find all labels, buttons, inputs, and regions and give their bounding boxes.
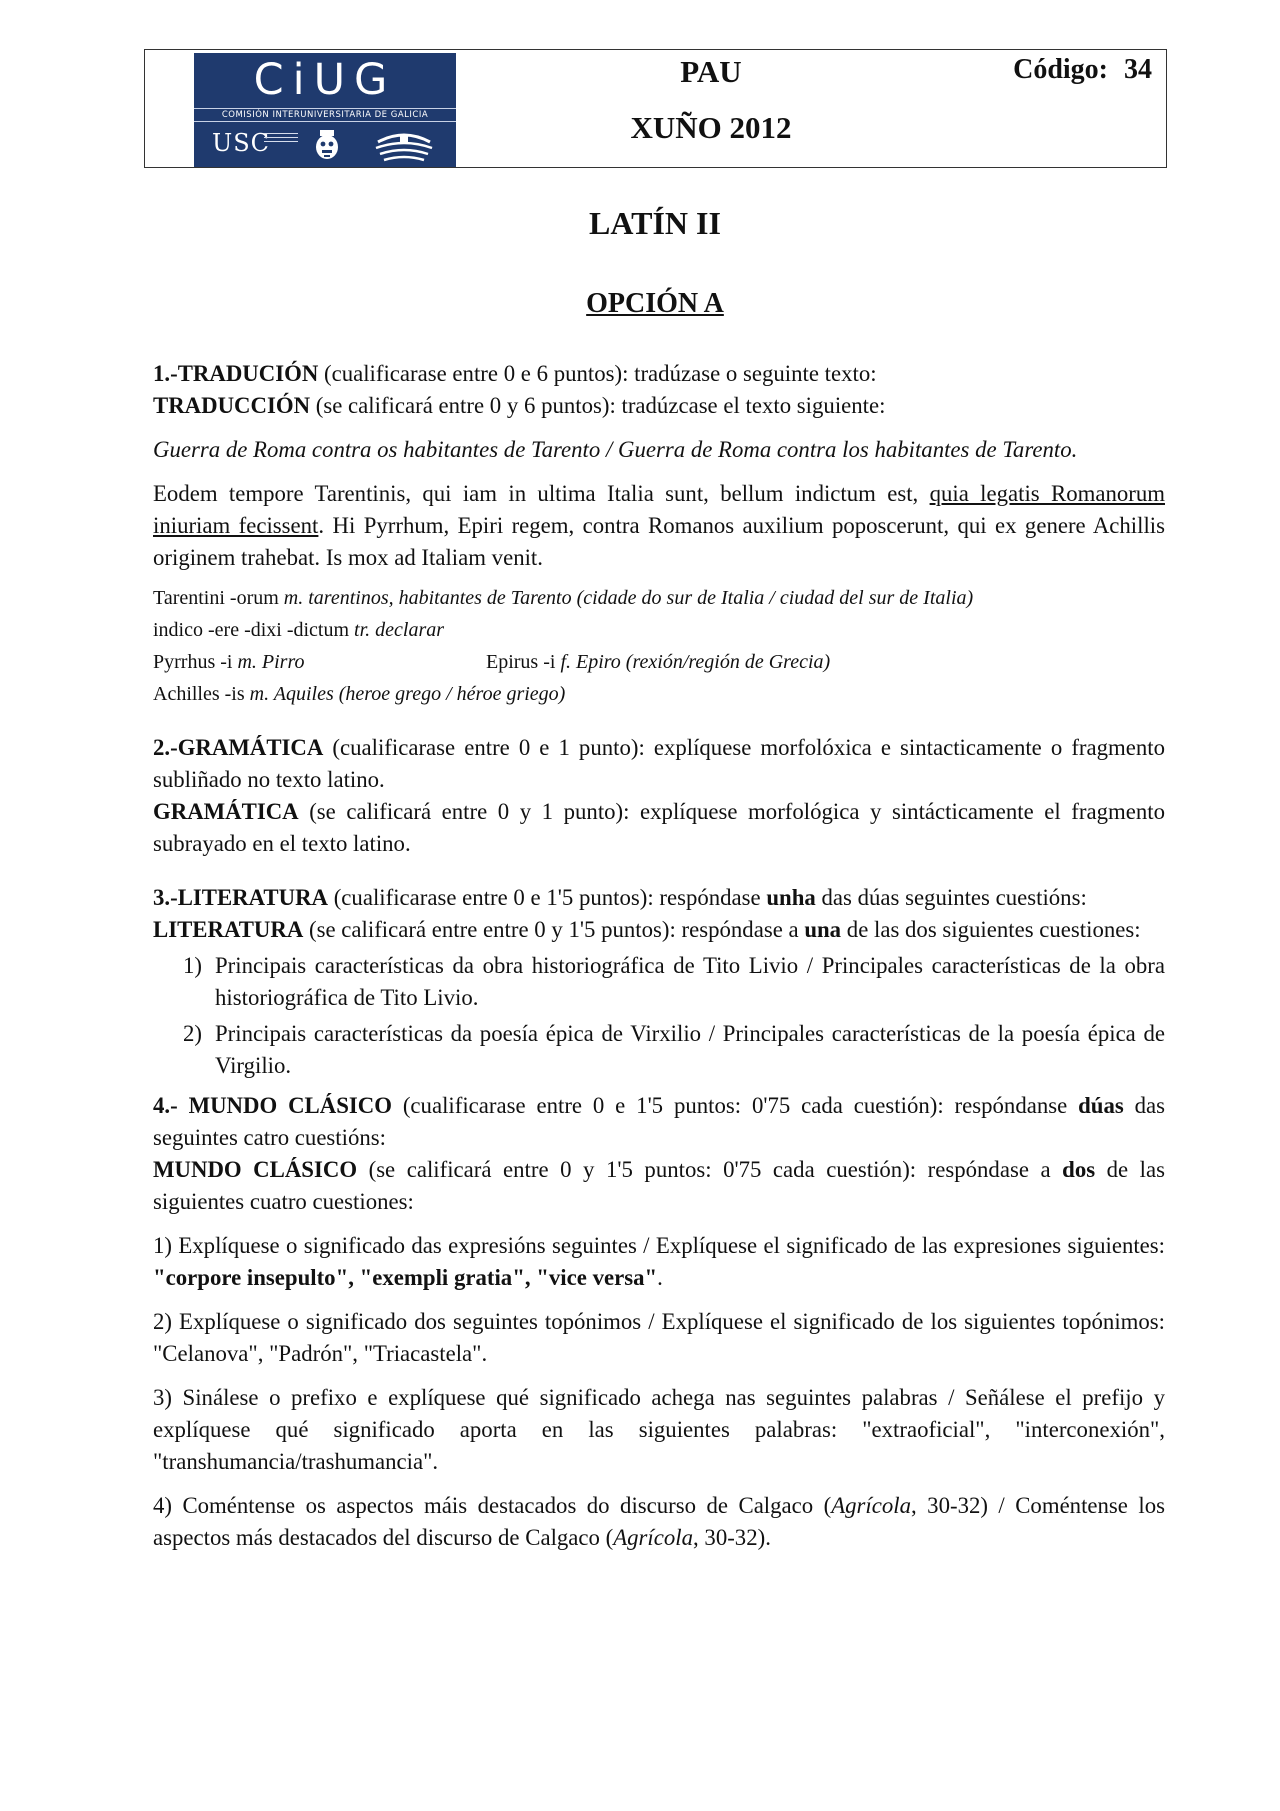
q3-gl-label: 3.-LITERATURA: [153, 885, 329, 910]
vocab-achilles: [153, 678, 1165, 710]
vocab-pyrrhus-epirus: [153, 646, 1165, 678]
logo-title: CiUG: [253, 55, 397, 105]
q1-gl-text: (cualificarase entre 0 e 6 puntos): tradúzase o seguinte texto:: [318, 361, 877, 386]
q1-es-label: TRADUCCIÓN: [153, 393, 311, 418]
vocab-indico: [153, 614, 1165, 646]
vocab-def: m. tarentinos, habitantes de Tarento (cidade do sur de Italia / ciudad del sur de Italia): [283, 587, 974, 609]
q4-es-text: (se calificará entre 0 y 1'5 puntos: 0'75 cada cuestión): respóndase a: [357, 1157, 1063, 1182]
university-crest-icon: [312, 129, 342, 163]
question-1: [153, 358, 1165, 710]
q3-gl-text-end: das dúas seguintes cuestións:: [815, 885, 1087, 910]
q1-es-text: (se calificará entre 0 y 6 puntos): tradúzcase el texto siguiente:: [310, 393, 886, 418]
vocab-def: m. Pirro: [237, 651, 305, 673]
item-text: Principais características da poesía épica de Virxilio / Principales características de la poesía épica de Virgilio.: [215, 1021, 1165, 1078]
q1-text-title: Guerra de Roma contra os habitantes de Tarento / Guerra de Roma contra los habitantes de Tarento.: [153, 437, 1078, 462]
q4-gl-label: 4.- MUNDO CLÁSICO: [153, 1093, 392, 1118]
q3-es-label: LITERATURA: [153, 917, 304, 942]
item-italic-work: Agrícola: [613, 1525, 694, 1550]
option-title: OPCIÓN A: [586, 288, 724, 319]
header-box: [144, 49, 1167, 168]
latin-after: . Hi Pyrrhum, Epiri regem, contra Romanos auxilium poposcerunt, qui ex genere Achillis originem trahebat. Is mox ad Italiam venit.: [153, 513, 1166, 570]
vocab-word: Pyrrhus -i: [153, 651, 238, 673]
q2-es-text: (se calificará entre 0 y 1 punto): explíquese morfológica y sintácticamente el fragmento subrayado en el texto latino.: [153, 799, 1165, 856]
q3-gl-bold: unha: [766, 885, 816, 910]
subject-title: LATÍN II: [589, 205, 721, 241]
q3-es-bold: una: [804, 917, 842, 942]
ciug-logo: [194, 53, 456, 167]
exam-session: XUÑO 2012: [630, 110, 792, 145]
latin-underlined-fragment: quia legatis Romanorum iniuriam fecissent: [153, 481, 1165, 538]
q4-item-3: 3) Sinálese o prefixo e explíquese qué significado achega nas seguintes palabras / Señálese el prefijo y explíquese qué significado aporta en las siguientes palabras: "extraoficial", "interconexión", "transhumancia/trashumancia".: [153, 1385, 1165, 1474]
q3-es-text-end: de las dos siguientes cuestiones:: [841, 917, 1141, 942]
item-italic-work: Agrícola: [831, 1493, 912, 1518]
q4-gl-text-end: das seguintes catro cuestións:: [153, 1093, 1165, 1150]
q2-es-label: GRAMÁTICA: [153, 799, 299, 824]
q3-items: [153, 950, 1165, 1082]
university-emblem-icon: [372, 130, 436, 164]
q2-gl-label: 2.-GRAMÁTICA: [153, 735, 324, 760]
usc-logo-icon: USC: [212, 129, 271, 157]
q3-item-1: [153, 950, 1165, 1014]
q1-gl-label: 1.-TRADUCIÓN: [153, 361, 319, 386]
q2-gl-text: (cualificarase entre 0 e 1 punto): explíquese morfolóxica e sintacticamente o fragmento subliñado no texto latino.: [153, 735, 1165, 792]
item-text-end: , 30-32).: [693, 1525, 771, 1550]
usc-logo-tagline: [264, 133, 298, 145]
vocab-epirus: [486, 646, 830, 678]
logo-subtitle: COMISIÓN INTERUNIVERSITARIA DE GALICIA: [194, 108, 456, 122]
q1-latin-text: [153, 478, 1165, 574]
vocabulary-list: [153, 582, 1165, 710]
exam-content: [153, 358, 1165, 1554]
item-text-end: .: [657, 1265, 663, 1290]
vocab-word: indico -ere -dixi -dictum: [153, 619, 355, 641]
vocab-def: m. Aquiles (heroe grego / héroe griego): [249, 683, 566, 705]
item-number: 1): [183, 953, 202, 978]
q3-item-2: [153, 1018, 1165, 1082]
item-text: Principais características da obra historiográfica de Tito Livio / Principales características de la obra historiográfica de Tito Livio.: [215, 953, 1165, 1010]
q4-item-4: [153, 1490, 1165, 1554]
q4-es-label: MUNDO CLÁSICO: [153, 1157, 358, 1182]
vocab-tarentini: [153, 582, 1165, 614]
q4-item-2: 2) Explíquese o significado dos seguintes topónimos / Explíquese el significado de los siguientes topónimos: "Celanova", "Padrón", "Triacastela".: [153, 1309, 1165, 1366]
item-text: 4) Coméntense os aspectos máis destacados do discurso de Calgaco (: [153, 1493, 832, 1518]
question-4: [153, 1090, 1165, 1554]
exam-name: PAU: [680, 54, 742, 89]
q3-es-text: (se calificará entre entre 0 y 1'5 puntos): respóndase a: [303, 917, 805, 942]
exam-code-label: Código:: [1013, 54, 1108, 85]
vocab-word: Achilles -is: [153, 683, 250, 705]
item-text-mid: , 30-32) / Coméntense los aspectos más destacados del discurso de Calgaco (: [153, 1493, 1165, 1550]
vocab-def: tr. declarar: [354, 619, 445, 641]
vocab-def: f. Epiro (rexión/región de Grecia): [560, 651, 831, 673]
q4-gl-bold: dúas: [1078, 1093, 1124, 1118]
item-bold-expressions: "corpore insepulto", "exempli gratia", "vice versa": [153, 1265, 658, 1290]
question-3: [153, 882, 1165, 1082]
exam-code-value: 34: [1124, 54, 1152, 85]
q4-gl-text: (cualificarase entre 0 e 1'5 puntos: 0'75 cada cuestión): respóndanse: [391, 1093, 1079, 1118]
vocab-word: Epirus -i: [486, 651, 561, 673]
question-2: [153, 732, 1165, 860]
latin-before: Eodem tempore Tarentinis, qui iam in ultima Italia sunt, bellum indictum est,: [153, 481, 930, 506]
q3-gl-text: (cualificarase entre 0 e 1'5 puntos): respóndase: [328, 885, 767, 910]
q4-item-1: [153, 1230, 1165, 1294]
vocab-word: Tarentini -orum: [153, 587, 284, 609]
item-text: 1) Explíquese o significado das expresións seguintes / Explíquese el significado de las expresiones siguientes:: [153, 1233, 1165, 1258]
exam-code: [1013, 54, 1152, 86]
item-number: 2): [183, 1021, 202, 1046]
q4-es-bold: dos: [1062, 1157, 1096, 1182]
q4-es-text-end: de las siguientes cuatro cuestiones:: [153, 1157, 1166, 1214]
